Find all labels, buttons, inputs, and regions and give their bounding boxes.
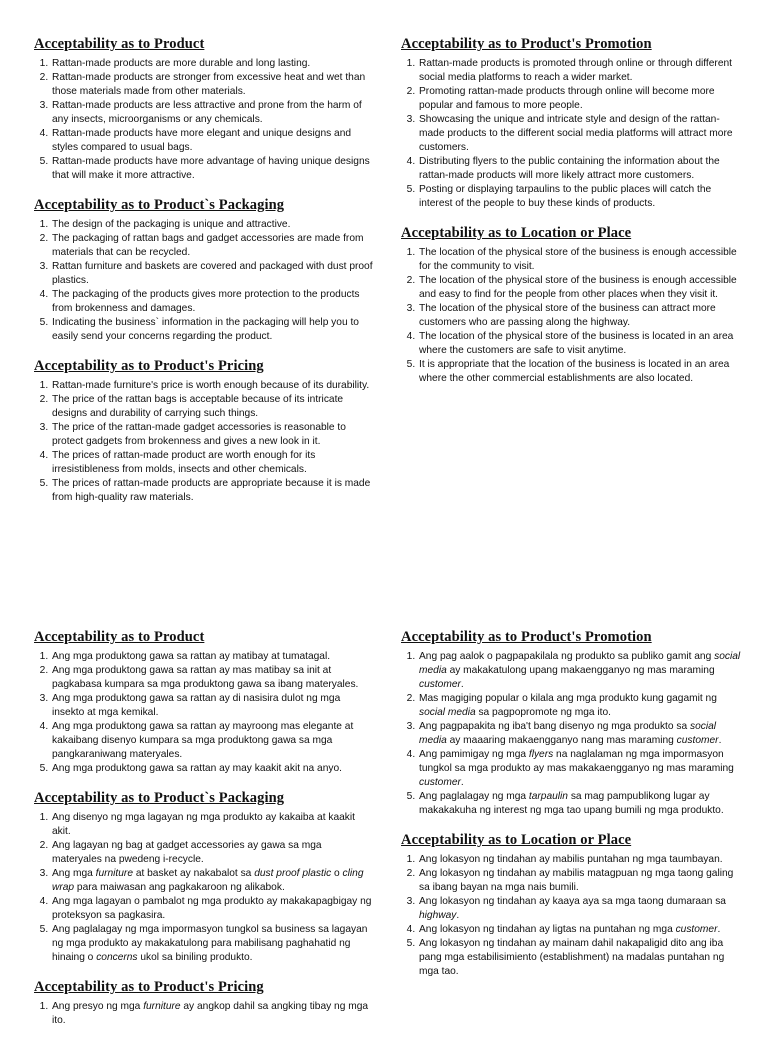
- section-heading: Acceptability as to Location or Place: [401, 832, 632, 848]
- list-item: 5. Ang paglalagay ng mga tarpaulin sa mag pampublikong lugar ay makakakuha ng interest ng mga tao upang bumili ng mga produkto.: [418, 790, 741, 818]
- list-item: 2. Ang lagayan ng bag at gadget accessories ay gawa sa mga materyales na pwedeng i-recycle.: [51, 839, 374, 867]
- numbered-list: [34, 57, 374, 183]
- numbered-list: [34, 650, 374, 776]
- list-item: 3. The price of the rattan-made gadget accessories is reasonable to protect gadgets from brokenness and gives a new look in it.: [51, 421, 374, 449]
- numbered-list: [401, 650, 741, 818]
- list-item: 1. Ang disenyo ng mga lagayan ng mga produkto ay kakaiba at kaakit akit.: [51, 811, 374, 839]
- list-item: 5. Rattan-made products have more advantage of having unique designs that will make it more attractive.: [51, 155, 374, 183]
- list-item: 2. The location of the physical store of the business is enough accessible and easy to find for the people from other places when they visit it.: [418, 274, 741, 302]
- list-item: 2. Ang mga produktong gawa sa rattan ay mas matibay sa init at pagkabasa kumpara sa mga produktong gawa sa ibang materyales.: [51, 664, 374, 692]
- list-item: 4. The packaging of the products gives more protection to the products from brokenness and damages.: [51, 288, 374, 316]
- list-item: 4. Ang mga lagayan o pambalot ng mga produkto ay makakapagbigay ng proteksyon sa pagkasira.: [51, 895, 374, 923]
- list-item: 3. Ang mga furniture at basket ay nakabalot sa dust proof plastic o cling wrap para maiwasan ang pagkakaroon ng alikabok.: [51, 867, 374, 895]
- list-item: 3. Ang lokasyon ng tindahan ay kaaya aya sa mga taong dumaraan sa highway.: [418, 895, 741, 923]
- list-item: 3. Rattan-made products are less attractive and prone from the harm of any insects, microorganisms or any chemicals.: [51, 99, 374, 127]
- numbered-list: [34, 379, 374, 505]
- section-heading: Acceptability as to Product's Promotion: [401, 629, 652, 645]
- list-item: 4. Ang lokasyon ng tindahan ay ligtas na puntahan ng mga customer.: [418, 923, 741, 937]
- list-item: 1. The design of the packaging is unique and attractive.: [51, 218, 374, 232]
- list-item: 4. Distributing flyers to the public containing the information about the rattan-made products will more likely attract more customers.: [418, 155, 741, 183]
- list-item: 5. The prices of rattan-made products are appropriate because it is made from high-quality raw materials.: [51, 477, 374, 505]
- list-item: 3. The location of the physical store of the business can attract more customers who are passing along the highway.: [418, 302, 741, 330]
- section: [401, 832, 741, 979]
- list-item: 1. Ang lokasyon ng tindahan ay mabilis puntahan ng mga taumbayan.: [418, 853, 741, 867]
- list-item: 5. Ang mga produktong gawa sa rattan ay may kaakit akit na anyo.: [51, 762, 374, 776]
- section: [401, 225, 741, 386]
- list-item: 2. The price of the rattan bags is acceptable because of its intricate designs and durability of carrying such things.: [51, 393, 374, 421]
- list-item: 3. Ang mga produktong gawa sa rattan ay di nasisira dulot ng mga insekto at mga kemikal.: [51, 692, 374, 720]
- list-item: 5. Ang lokasyon ng tindahan ay mainam dahil nakapaligid dito ang iba pang mga estabilisimiento (establishment) na madalas puntahan ng mga tao.: [418, 937, 741, 979]
- numbered-list: [401, 57, 741, 211]
- section-heading: Acceptability as to Product`s Packaging: [34, 790, 285, 806]
- section: [34, 979, 374, 1028]
- list-item: 2. Rattan-made products are stronger from excessive heat and wet than those materials made from other materials.: [51, 71, 374, 99]
- list-item: 5. Posting or displaying tarpaulins to the public places will catch the interest of the people to buy these kinds of products.: [418, 183, 741, 211]
- section-heading: Acceptability as to Product`s Packaging: [34, 197, 285, 213]
- list-item: 1. The location of the physical store of the business is enough accessible for the community to visit.: [418, 246, 741, 274]
- section-heading: Acceptability as to Product: [34, 629, 205, 645]
- section: [34, 197, 374, 344]
- list-item: 1. Ang presyo ng mga furniture ay angkop dahil sa angking tibay ng mga ito.: [51, 1000, 374, 1028]
- list-item: 4. Ang pamimigay ng mga flyers na naglalaman ng mga impormasyon tungkol sa mga produkto ay mas makakaengganyo ng mas maraming customer.: [418, 748, 741, 790]
- numbered-list: [401, 246, 741, 386]
- section: [401, 36, 741, 211]
- english-right-column: [401, 36, 741, 400]
- list-item: 5. It is appropriate that the location of the business is located in an area where the other commercial establishments are also located.: [418, 358, 741, 386]
- list-item: 1. Ang mga produktong gawa sa rattan ay matibay at tumatagal.: [51, 650, 374, 664]
- list-item: 3. Showcasing the unique and intricate style and design of the rattan-made products to the different social media platforms will attract more customers.: [418, 113, 741, 155]
- numbered-list: [34, 218, 374, 344]
- section-heading: Acceptability as to Product: [34, 36, 205, 52]
- section-heading: Acceptability as to Product's Promotion: [401, 36, 652, 52]
- section-heading: Acceptability as to Product's Pricing: [34, 979, 264, 995]
- section: [34, 629, 374, 776]
- list-item: 1. Ang pag aalok o pagpapakilala ng produkto sa publiko gamit ang social media ay makakatulong upang makaengganyo ng mas maraming customer.: [418, 650, 741, 692]
- section: [401, 629, 741, 818]
- list-item: 1. Rattan-made furniture's price is worth enough because of its durability.: [51, 379, 374, 393]
- section-heading: Acceptability as to Location or Place: [401, 225, 632, 241]
- list-item: 3. Ang pagpapakita ng iba't bang disenyo ng mga produkto sa social media ay maaaring makaengganyo nang mas maraming customer.: [418, 720, 741, 748]
- list-item: 4. Rattan-made products have more elegant and unique designs and styles compared to usual bags.: [51, 127, 374, 155]
- filipino-right-column: [401, 629, 741, 993]
- numbered-list: [401, 853, 741, 979]
- numbered-list: [34, 811, 374, 965]
- list-item: 1. Rattan-made products is promoted through online or through different social media platforms to reach a wider market.: [418, 57, 741, 85]
- english-left-column: [34, 36, 374, 519]
- list-item: 2. Mas magiging popular o kilala ang mga produkto kung gagamit ng social media sa pagpopromote ng mga ito.: [418, 692, 741, 720]
- list-item: 5. Ang paglalagay ng mga impormasyon tungkol sa business sa lagayan ng mga produkto ay makakatulong para mabilisang paghahatid ng hinaing o concerns ukol sa biniling produkto.: [51, 923, 374, 965]
- list-item: 3. Rattan furniture and baskets are covered and packaged with dust proof plastics.: [51, 260, 374, 288]
- list-item: 5. Indicating the business` information in the packaging will help you to easily send your concerns regarding the product.: [51, 316, 374, 344]
- section-heading: Acceptability as to Product's Pricing: [34, 358, 264, 374]
- list-item: 2. Promoting rattan-made products through online will become more popular and famous to more people.: [418, 85, 741, 113]
- list-item: 4. The location of the physical store of the business is located in an area where the customers are safe to visit anytime.: [418, 330, 741, 358]
- filipino-left-column: [34, 629, 374, 1042]
- list-item: 2. Ang lokasyon ng tindahan ay mabilis matagpuan ng mga taong galing sa ibang bayan na mga nais bumili.: [418, 867, 741, 895]
- list-item: 2. The packaging of rattan bags and gadget accessories are made from materials that can be recycled.: [51, 232, 374, 260]
- list-item: 4. Ang mga produktong gawa sa rattan ay mayroong mas elegante at kakaibang disenyo kumpara sa mga produktong gawa sa mga pangkaraniwang materyales.: [51, 720, 374, 762]
- section: [34, 358, 374, 505]
- section: [34, 790, 374, 965]
- list-item: 1. Rattan-made products are more durable and long lasting.: [51, 57, 374, 71]
- section: [34, 36, 374, 183]
- list-item: 4. The prices of rattan-made product are worth enough for its irresistibleness from molds, insects and other chemicals.: [51, 449, 374, 477]
